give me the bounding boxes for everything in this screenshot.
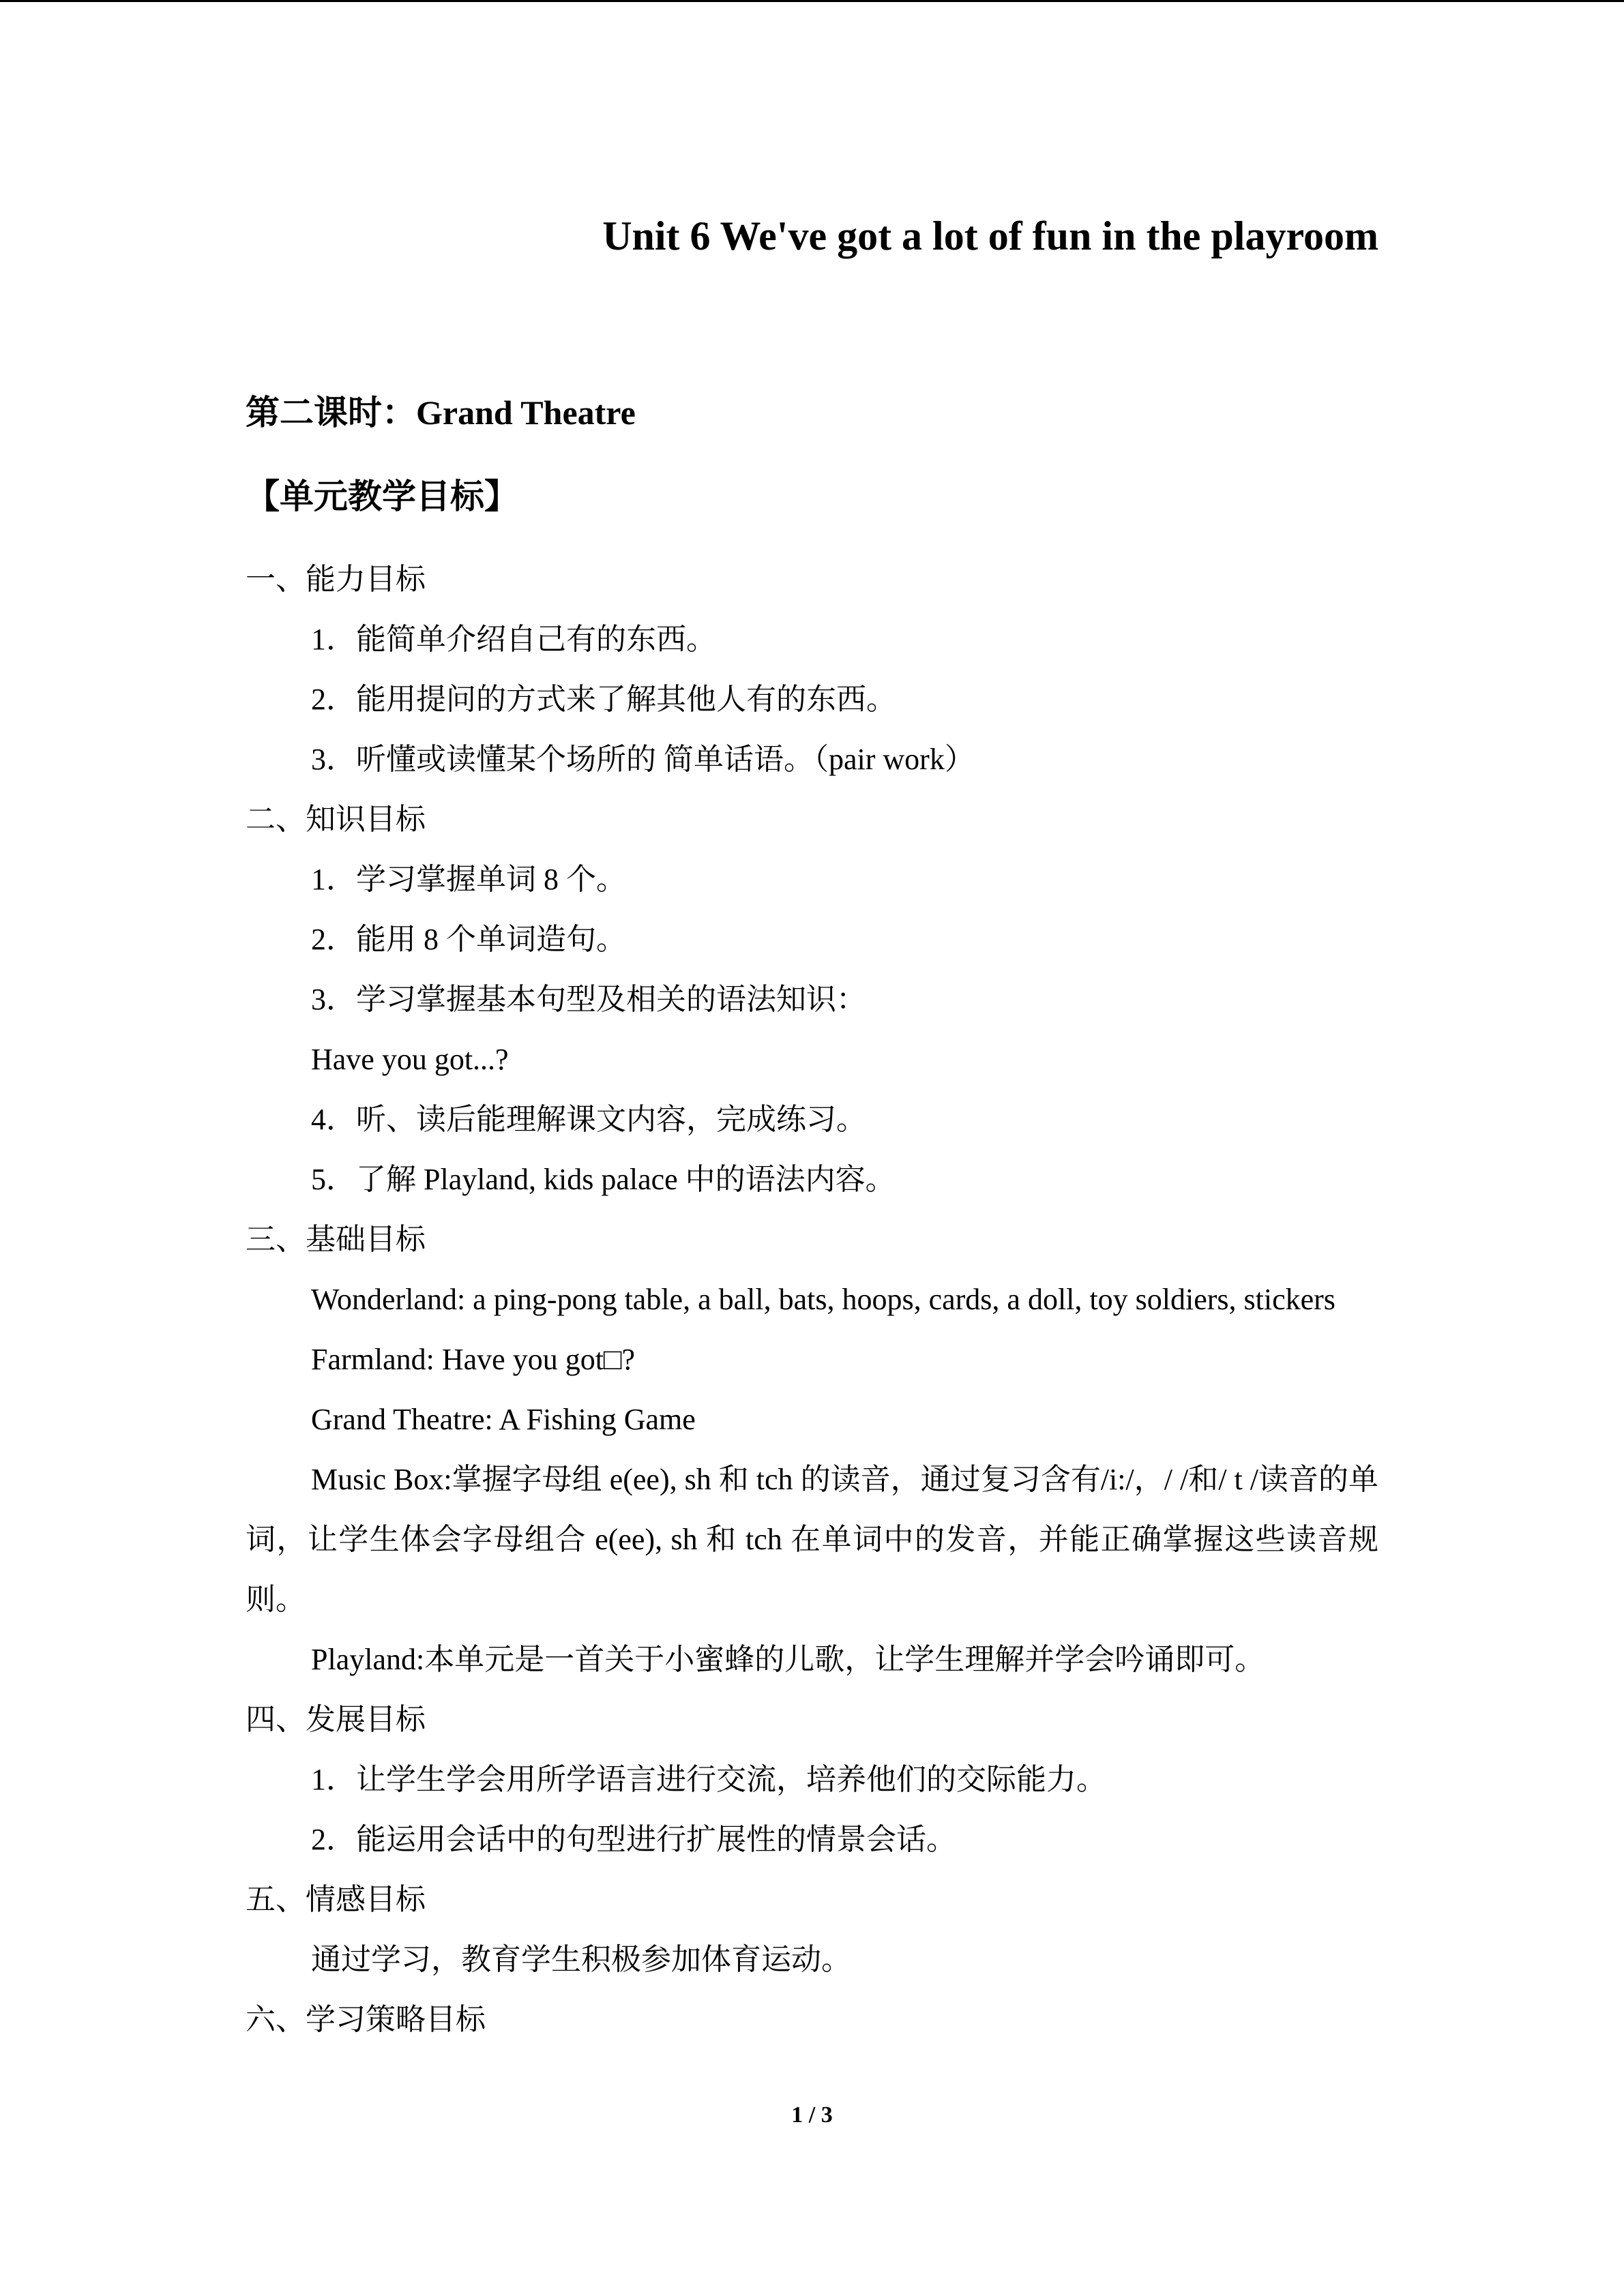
- basic-goals-heading: 三、基础目标: [246, 1223, 426, 1256]
- development-goals-heading: 四、发展目标: [246, 1703, 426, 1736]
- ability-goal-item: 2．能用提问的方式来了解其他人有的东西。: [311, 683, 896, 716]
- basic-goal-paragraph: Playland:本单元是一首关于小蜜蜂的儿歌，让学生理解并学会吟诵即可。: [311, 1643, 1265, 1676]
- ability-goal-item: 1．能简单介绍自己有的东西。: [311, 623, 716, 656]
- basic-goal-paragraph: Wonderland: a ping-pong table, a ball, bats, hoops, cards, a doll, toy soldiers, stickers: [311, 1283, 1335, 1316]
- development-goal-item: 2．能运用会话中的句型进行扩展性的情景会话。: [311, 1823, 956, 1856]
- emotional-goal-item: 通过学习，教育学生积极参加体育运动。: [311, 1943, 851, 1976]
- knowledge-goal-item: Have you got...?: [311, 1043, 509, 1076]
- lesson-heading: 第二课时：Grand Theatre: [246, 393, 636, 432]
- knowledge-goal-item: 4．听、读后能理解课文内容，完成练习。: [311, 1103, 866, 1136]
- knowledge-goals-heading: 二、知识目标: [246, 803, 426, 836]
- basic-goal-paragraph: Farmland: Have you got□?: [311, 1343, 636, 1376]
- page-number: 1 / 3: [791, 2102, 833, 2128]
- knowledge-goal-item: 1．学习掌握单词 8 个。: [311, 863, 626, 896]
- basic-goal-paragraph: Music Box:掌握字母组 e(ee), sh 和 tch 的读音，通过复习含有/i:/，/ /和/ t /读音的单词，让学生体会字母组合 e(ee), sh 和 tch 在单词中的发音，并能正确掌握这些读音规则。: [246, 1463, 1378, 1616]
- knowledge-goal-item: 3．学习掌握基本句型及相关的语法知识：: [311, 983, 866, 1016]
- ability-goals-heading: 一、能力目标: [246, 563, 426, 596]
- basic-goal-paragraph: Grand Theatre: A Fishing Game: [311, 1403, 696, 1436]
- knowledge-goal-item: 2．能用 8 个单词造句。: [311, 923, 626, 956]
- document-title: Unit 6 We've got a lot of fun in the playroom: [602, 213, 1378, 258]
- emotional-goals-heading: 五、情感目标: [246, 1883, 426, 1916]
- learning-strategy-goals-heading: 六、学习策略目标: [246, 2003, 486, 2036]
- section-heading: 【单元教学目标】: [246, 477, 518, 516]
- document-body: [246, 550, 1378, 2050]
- development-goal-item: 1．让学生学会用所学语言进行交流，培养他们的交际能力。: [311, 1763, 1106, 1796]
- ability-goal-item: 3．听懂或读懂某个场所的 简单话语。（pair work）: [311, 743, 975, 776]
- top-border-rule: [0, 0, 1624, 2]
- knowledge-goal-item: 5．了解 Playland, kids palace 中的语法内容。: [311, 1163, 896, 1196]
